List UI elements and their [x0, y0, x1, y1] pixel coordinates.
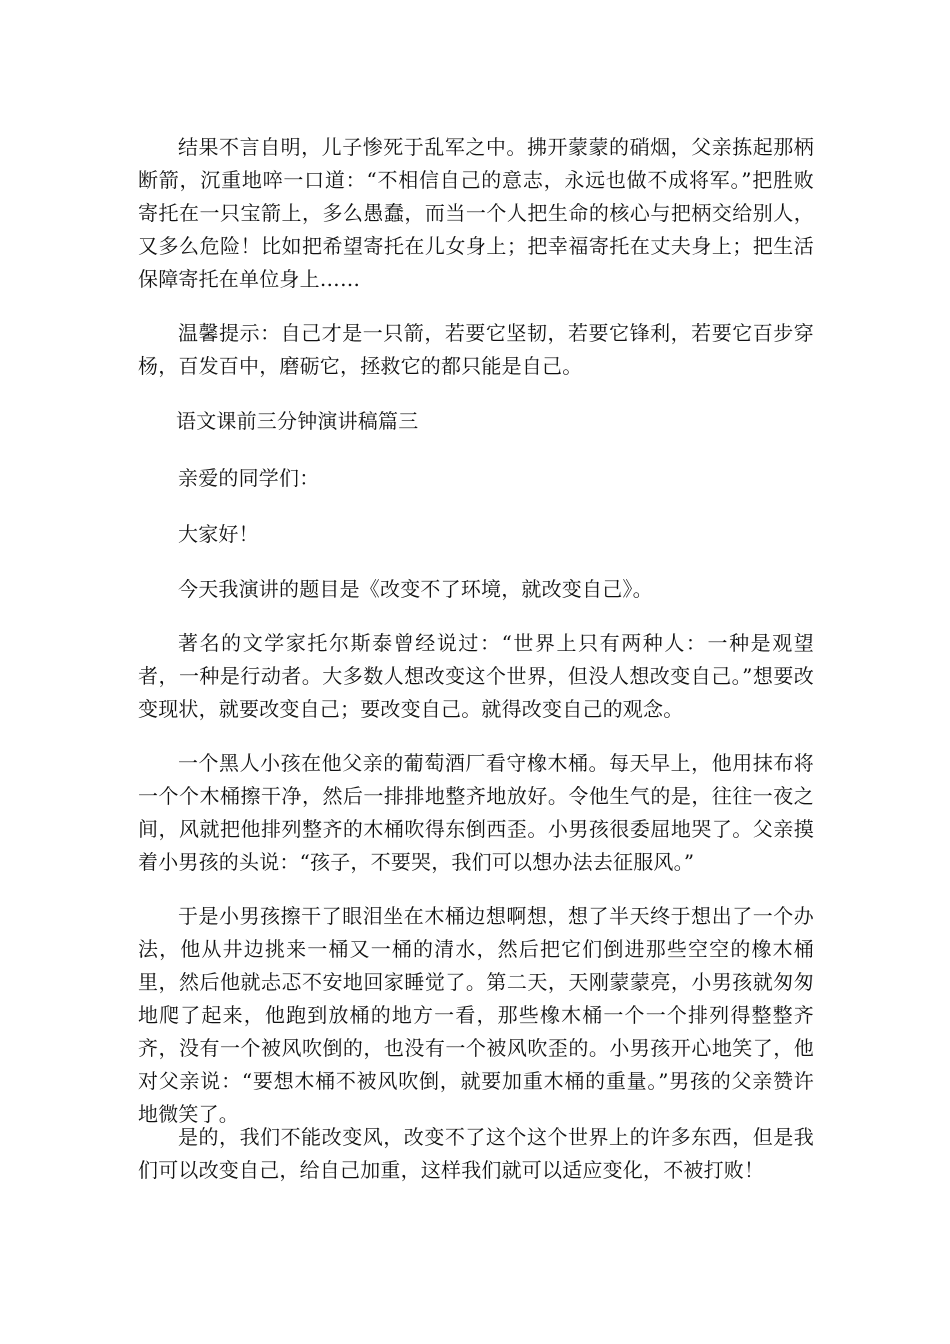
paragraph-tip: 温馨提示：自己才是一只箭，若要它坚韧，若要它锋利，若要它百步穿杨，百发百中，磨砺它，拯救它的都只能是自己。	[138, 321, 814, 378]
paragraph-tolstoy: 著名的文学家托尔斯泰曾经说过：“世界上只有两种人：一种是观望者，一种是行动者。大多数人想改变这个世界，但没人想改变自己。”想要改变现状，就要改变自己；要改变自己。就得改变自己的观念。	[138, 631, 814, 721]
paragraph-boy-idea: 于是小男孩擦干了眼泪坐在木桶边想啊想，想了半天终于想出了一个办法，他从井边挑来一桶又一桶的清水，然后把它们倒进那些空空的橡木桶里，然后他就忐忑不安地回家睡觉了。第二天，天刚蒙蒙亮，小男孩就匆匆地爬了起来，他跑到放桶的地方一看，那些橡木桶一个一个排列得整整齐齐，没有一个被风吹倒的，也没有一个被风吹歪的。小男孩开心地笑了，他对父亲说：“要想木桶不被风吹倒，就要加重木桶的重量。”男孩的父亲赞许地微笑了。	[138, 904, 814, 1126]
paragraph-conclusion: 是的，我们不能改变风，改变不了这个这个世界上的许多东西，但是我们可以改变自己，给自己加重，这样我们就可以适应变化，不被打败！	[138, 1125, 814, 1182]
paragraph-hello: 大家好！	[178, 522, 259, 546]
section-heading: 语文课前三分钟演讲稿篇三	[176, 409, 419, 433]
paragraph-boy-barrels: 一个黑人小孩在他父亲的葡萄酒厂看守橡木桶。每天早上，他用抹布将一个个木桶擦干净，然后一排排地整齐地放好。令他生气的是，往往一夜之间，风就把他排列整齐的木桶吹得东倒西歪。小男孩很委屈地哭了。父亲摸着小男孩的头说：“孩子，不要哭，我们可以想办法去征服风。”	[138, 751, 814, 874]
paragraph-greeting: 亲爱的同学们：	[178, 466, 320, 490]
paragraph-broken-arrow: 结果不言自明，儿子惨死于乱军之中。拂开蒙蒙的硝烟，父亲拣起那柄断箭，沉重地啐一口道：“不相信自己的意志，永远也做不成将军。”把胜败寄托在一只宝箭上，多么愚蠢，而当一个人把生命的核心与把柄交给别人，又多么危险！比如把希望寄托在儿女身上；把幸福寄托在丈夫身上；把生活保障寄托在单位身上……	[138, 135, 814, 291]
paragraph-topic: 今天我演讲的题目是《改变不了环境，就改变自己》。	[178, 577, 653, 601]
